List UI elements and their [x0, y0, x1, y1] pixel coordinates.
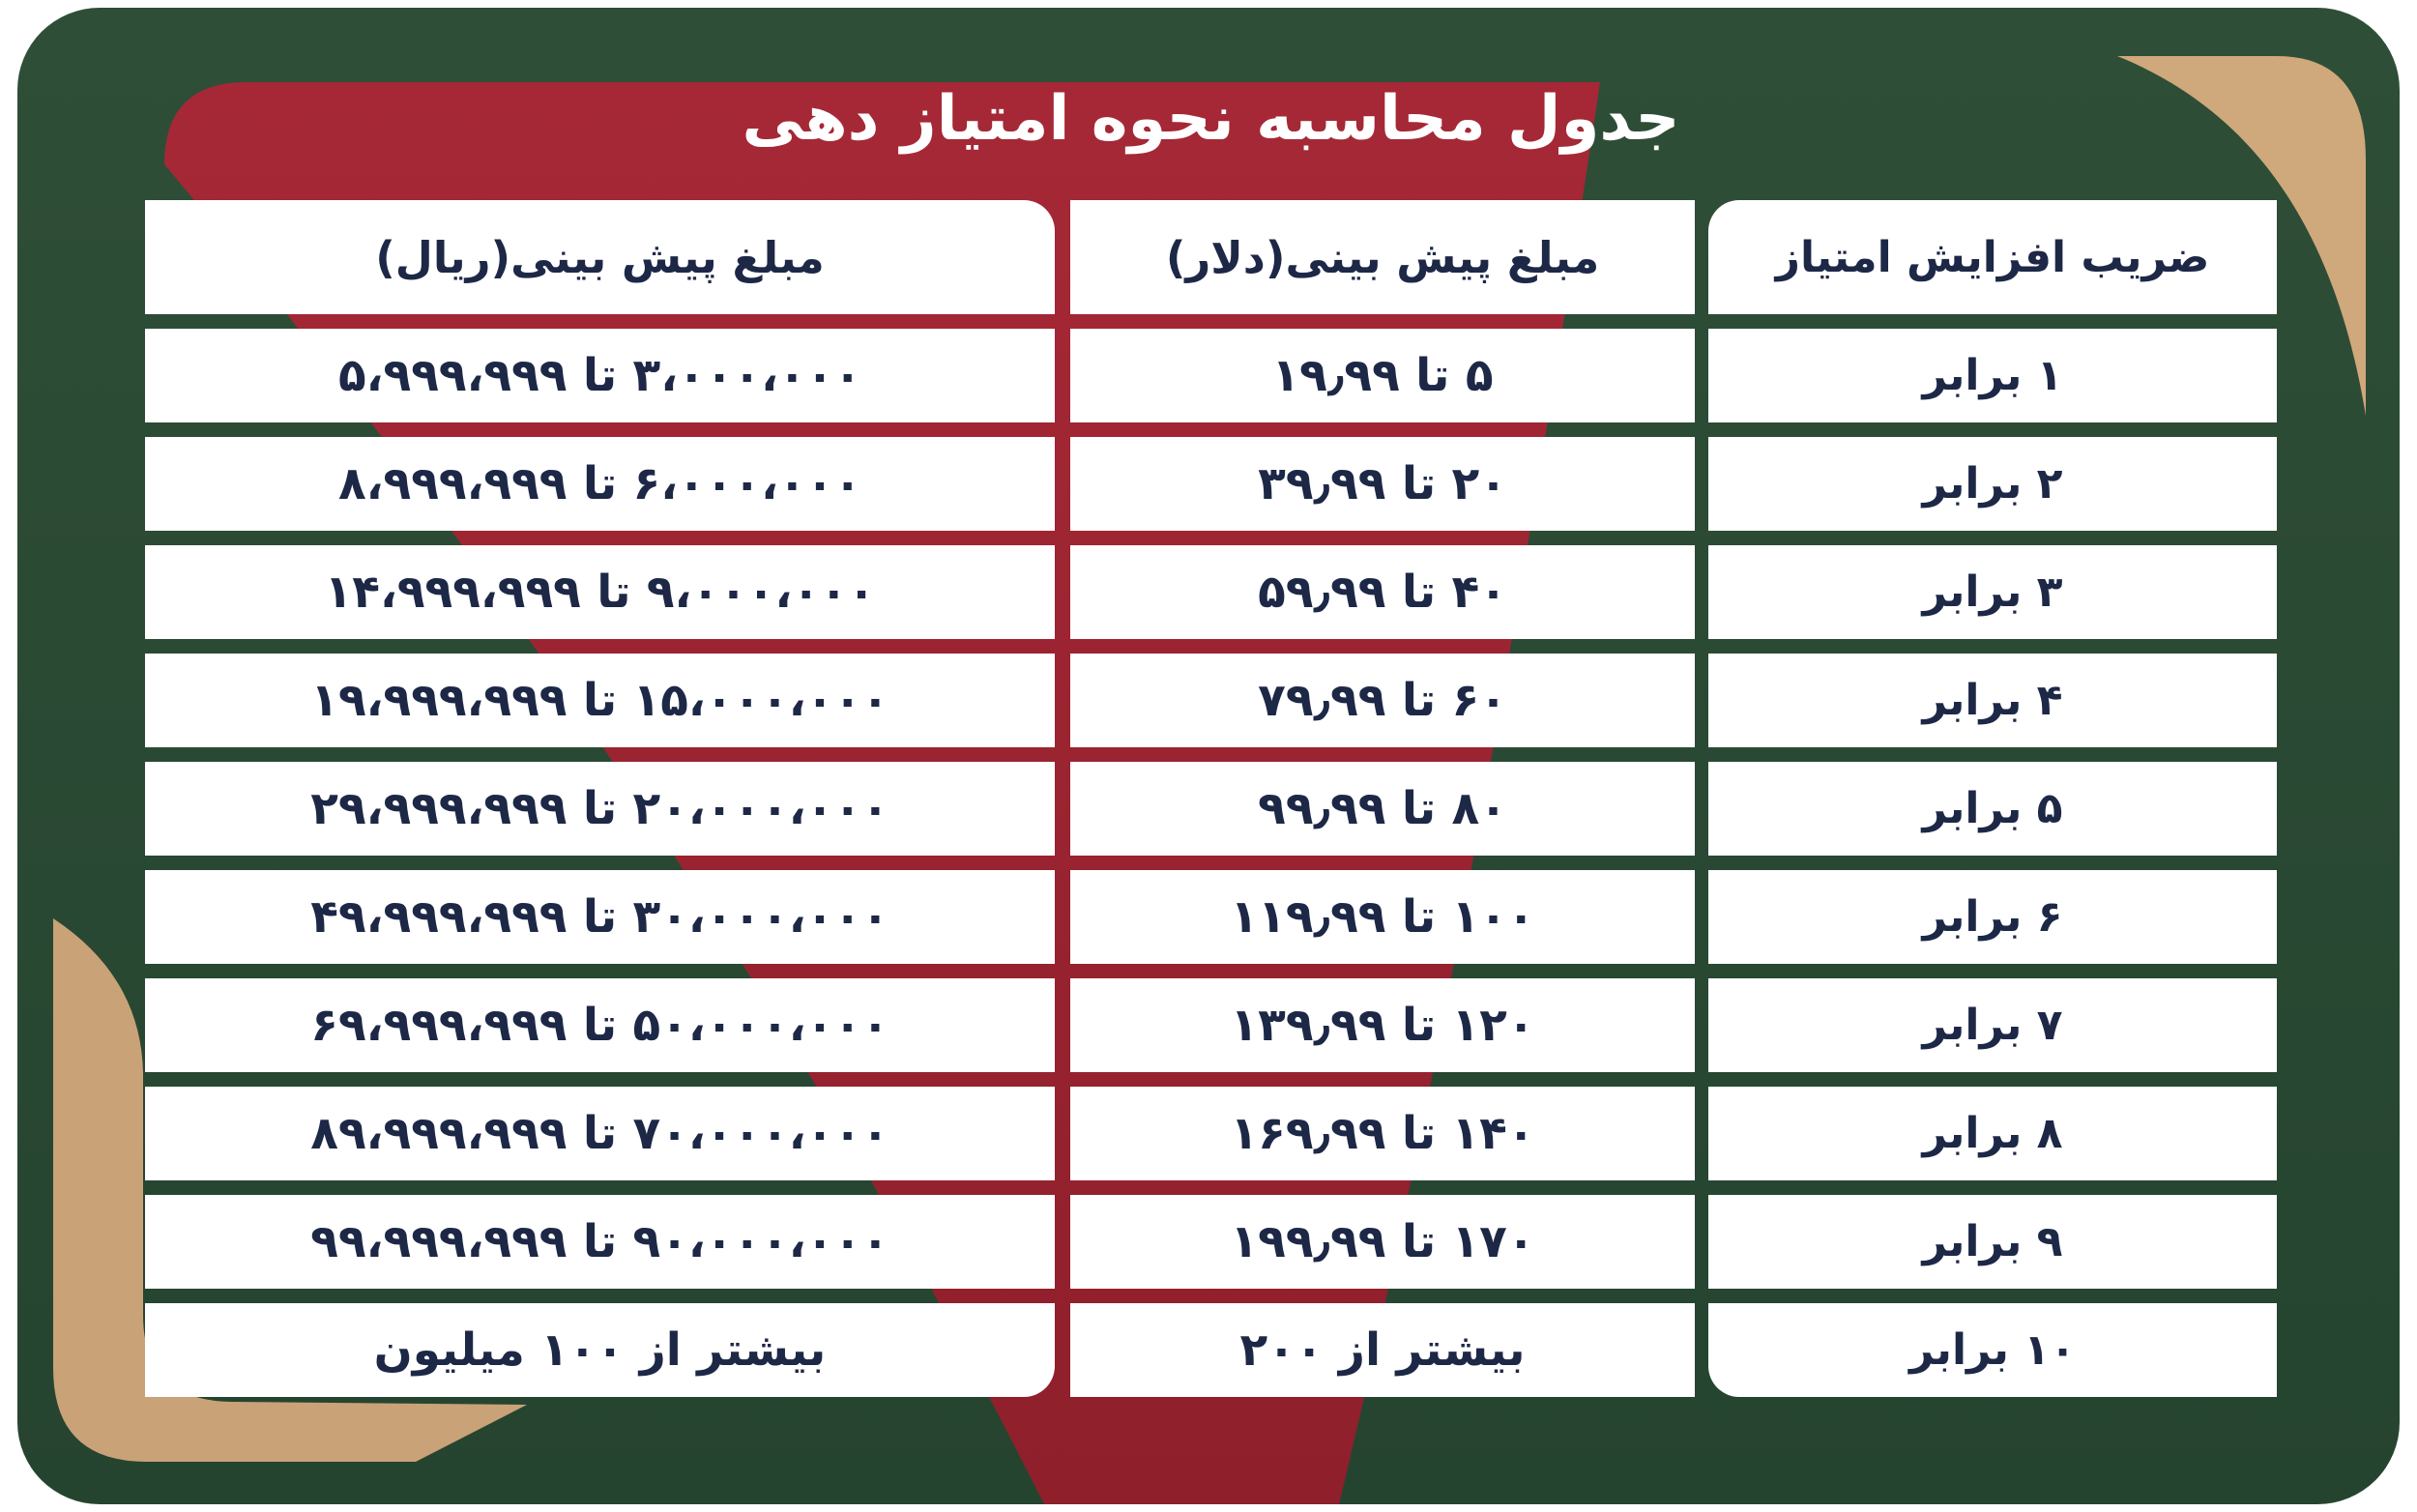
- cell-dollar: ۶۰ تا ۷۹٫۹۹: [1070, 654, 1695, 747]
- cell-multiplier: ۳ برابر: [1708, 545, 2277, 639]
- header-multiplier: ضریب افزایش امتیاز: [1708, 200, 2277, 314]
- cell-rial: ۱۵،۰۰۰،۰۰۰ تا ۱۹،۹۹۹،۹۹۹: [145, 654, 1055, 747]
- cell-multiplier: ۲ برابر: [1708, 437, 2277, 531]
- scoring-table: [145, 200, 2277, 1397]
- cell-rial: ۲۰،۰۰۰،۰۰۰ تا ۲۹،۹۹۹،۹۹۹: [145, 762, 1055, 856]
- header-dollar: مبلغ پیش بینی(دلار): [1070, 200, 1695, 314]
- cell-multiplier: ۴ برابر: [1708, 654, 2277, 747]
- cell-dollar: ۸۰ تا ۹۹٫۹۹: [1070, 762, 1695, 856]
- cell-dollar: ۱۷۰ تا ۱۹۹٫۹۹: [1070, 1195, 1695, 1289]
- cell-rial: ۳،۰۰۰،۰۰۰ تا ۵،۹۹۹،۹۹۹: [145, 329, 1055, 422]
- cell-dollar: ۱۲۰ تا ۱۳۹٫۹۹: [1070, 978, 1695, 1072]
- cell-dollar: ۱۰۰ تا ۱۱۹٫۹۹: [1070, 870, 1695, 964]
- cell-dollar: بیشتر از ۲۰۰: [1070, 1303, 1695, 1397]
- cell-rial: ۹۰،۰۰۰،۰۰۰ تا ۹۹،۹۹۹،۹۹۹: [145, 1195, 1055, 1289]
- page-title: جدول محاسبه نحوه امتیاز دهی: [742, 83, 1680, 155]
- cell-rial: بیشتر از ۱۰۰ میلیون: [145, 1303, 1055, 1397]
- cell-rial: ۷۰،۰۰۰،۰۰۰ تا ۸۹،۹۹۹،۹۹۹: [145, 1087, 1055, 1180]
- header-rial: مبلغ پیش بینی(ریال): [145, 200, 1055, 314]
- cell-multiplier: ۸ برابر: [1708, 1087, 2277, 1180]
- cell-rial: ۵۰،۰۰۰،۰۰۰ تا ۶۹،۹۹۹،۹۹۹: [145, 978, 1055, 1072]
- cell-multiplier: ۶ برابر: [1708, 870, 2277, 964]
- cell-multiplier: ۹ برابر: [1708, 1195, 2277, 1289]
- cell-dollar: ۱۴۰ تا ۱۶۹٫۹۹: [1070, 1087, 1695, 1180]
- cell-dollar: ۴۰ تا ۵۹٫۹۹: [1070, 545, 1695, 639]
- cell-dollar: ۲۰ تا ۳۹٫۹۹: [1070, 437, 1695, 531]
- cell-dollar: ۵ تا ۱۹٫۹۹: [1070, 329, 1695, 422]
- cell-rial: ۹،۰۰۰،۰۰۰ تا ۱۴،۹۹۹،۹۹۹: [145, 545, 1055, 639]
- cell-multiplier: ۵ برابر: [1708, 762, 2277, 856]
- cell-multiplier: ۱۰ برابر: [1708, 1303, 2277, 1397]
- cell-multiplier: ۱ برابر: [1708, 329, 2277, 422]
- cell-rial: ۶،۰۰۰،۰۰۰ تا ۸،۹۹۹،۹۹۹: [145, 437, 1055, 531]
- cell-rial: ۳۰،۰۰۰،۰۰۰ تا ۴۹،۹۹۹،۹۹۹: [145, 870, 1055, 964]
- cell-multiplier: ۷ برابر: [1708, 978, 2277, 1072]
